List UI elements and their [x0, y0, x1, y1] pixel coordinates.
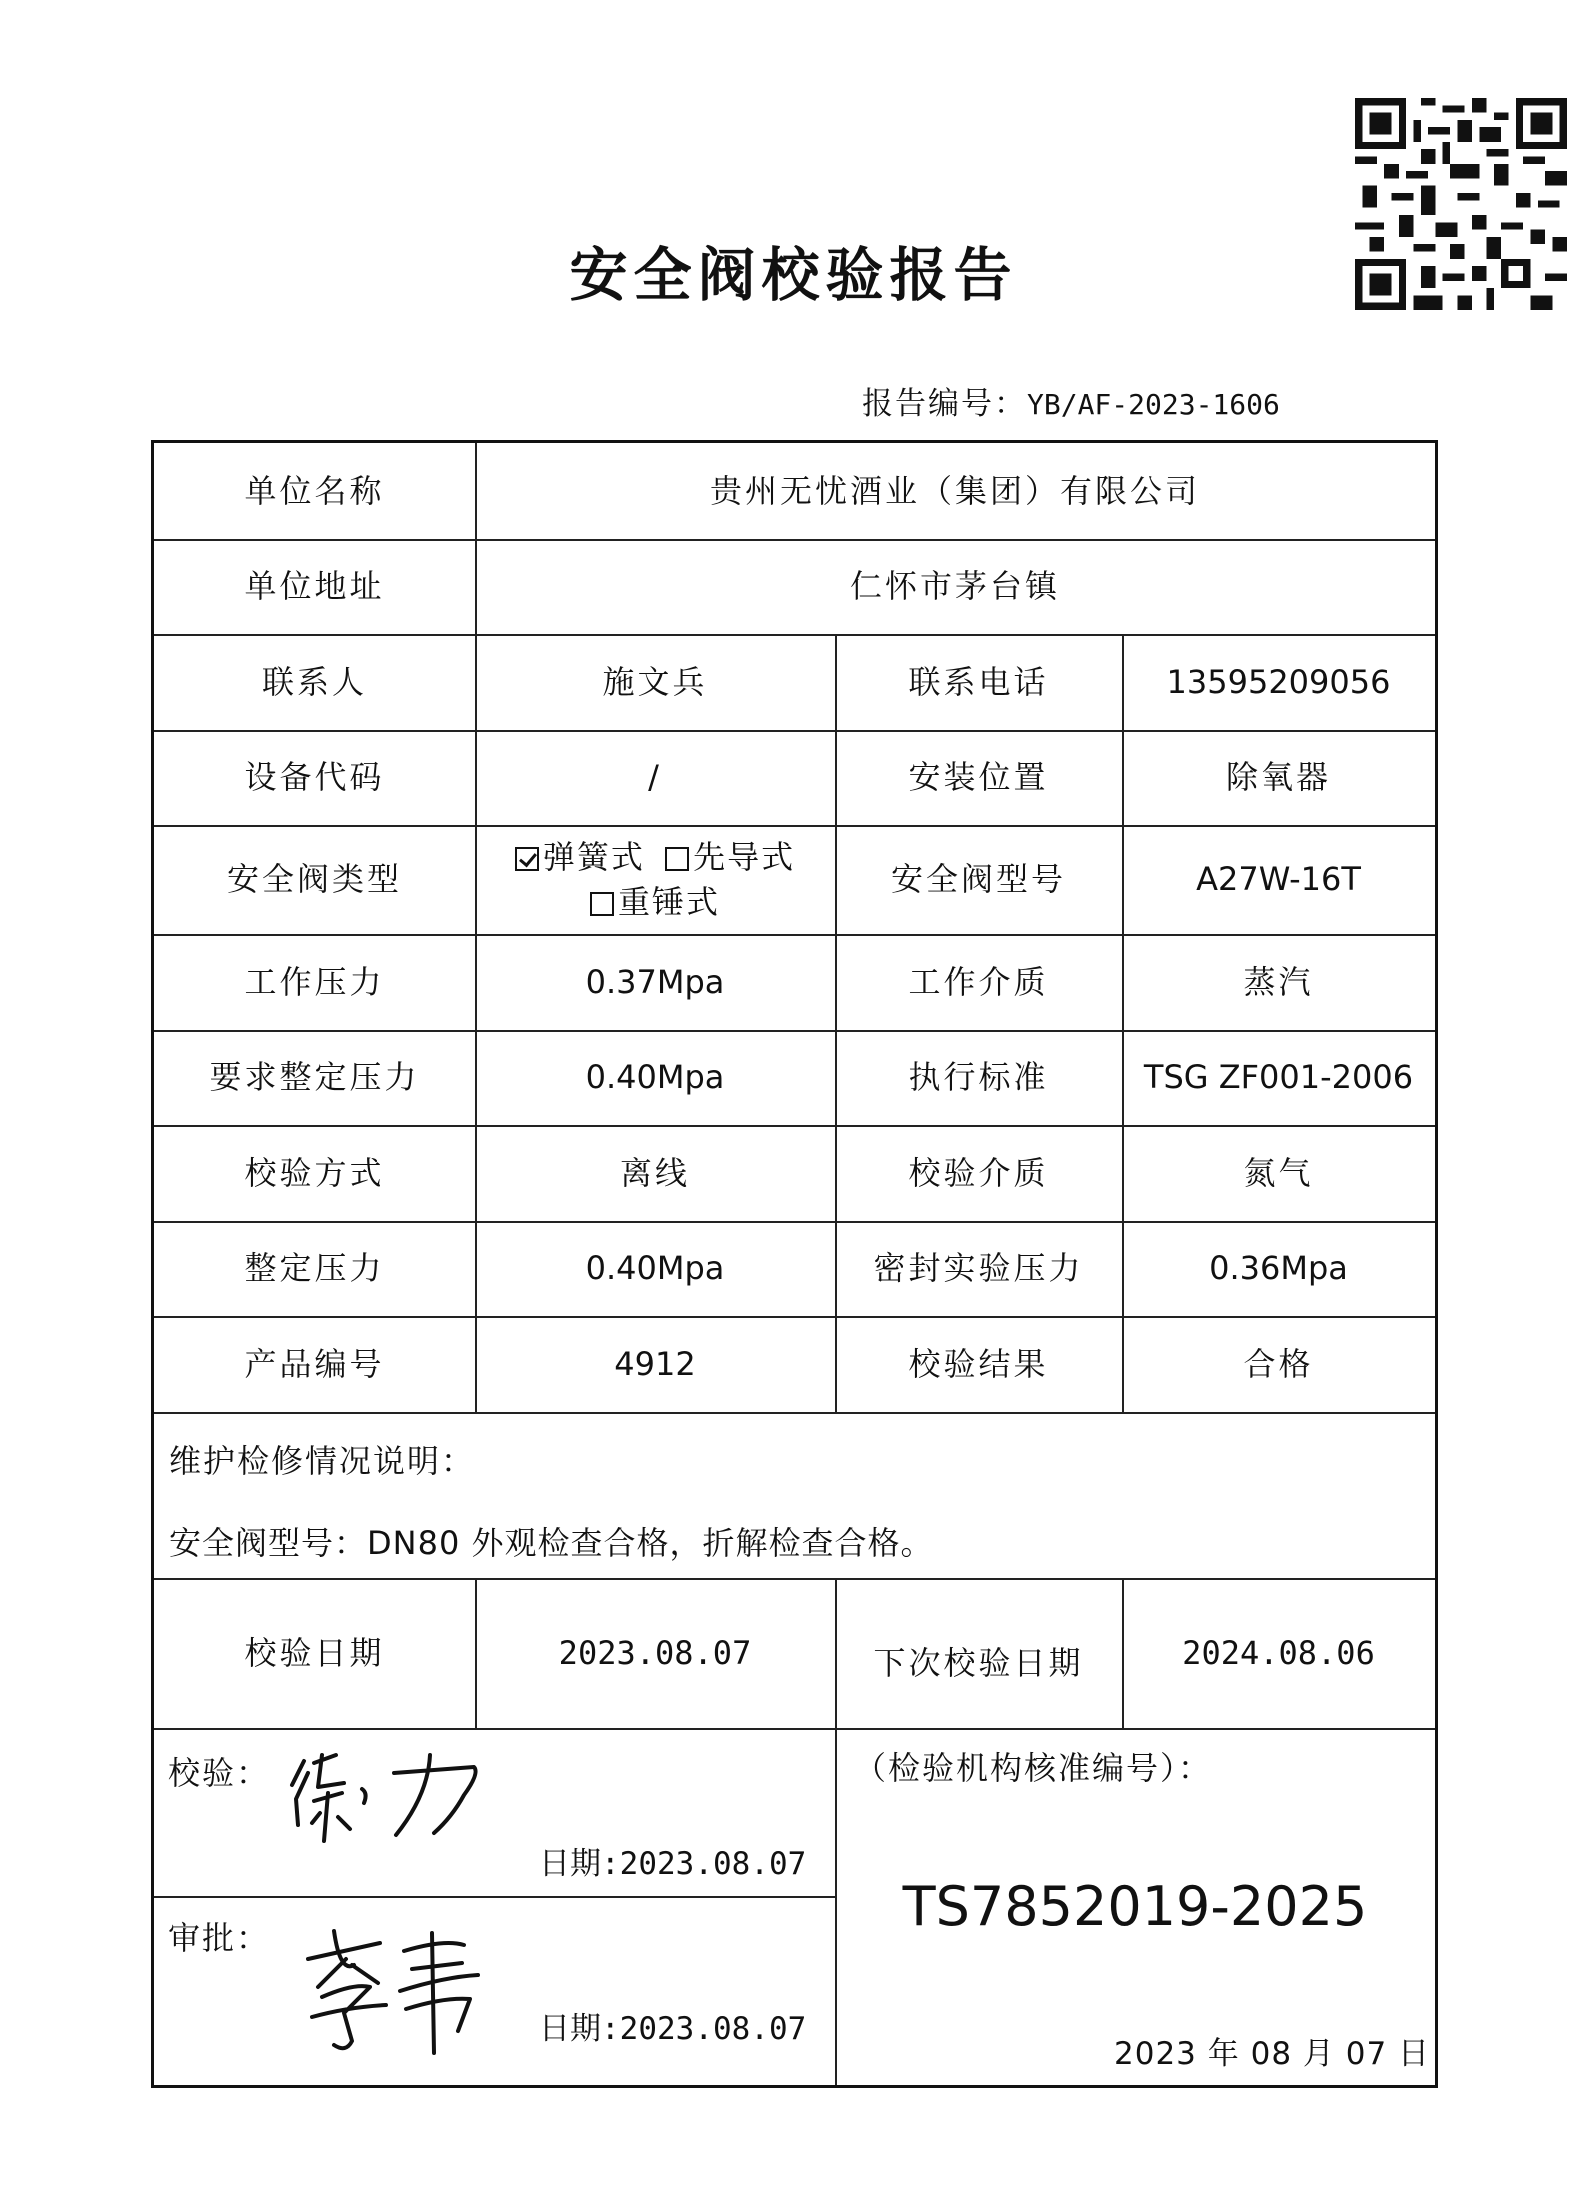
report-table	[151, 440, 1438, 2088]
set-pressure-label: 整定压力	[244, 1249, 385, 1288]
standard-value: TSG ZF001-2006	[1143, 1058, 1414, 1097]
valve-type-option-spring: 弹簧式	[542, 837, 645, 876]
contact-label: 联系人	[261, 662, 367, 701]
unit-name-value: 贵州无忧酒业（集团）有限公司	[709, 471, 1200, 510]
product-number-value: 4912	[614, 1344, 696, 1383]
test-method-value: 离线	[619, 1153, 690, 1192]
test-result-value: 合格	[1243, 1344, 1314, 1383]
work-medium-value: 蒸汽	[1243, 962, 1314, 1001]
valve-model-value: A27W-16T	[1196, 860, 1361, 899]
checker-signature	[284, 1733, 494, 1853]
valve-type-option-pilot: 先导式	[693, 837, 796, 876]
required-set-pressure-label: 要求整定压力	[209, 1058, 420, 1097]
agency-date: 2023 年 08 月 07 日	[1114, 2036, 1431, 2072]
seal-pressure-label: 密封实验压力	[873, 1249, 1084, 1288]
install-position-label: 安装位置	[908, 758, 1049, 797]
qr-code-icon	[1355, 98, 1567, 310]
checkbox-icon[interactable]	[590, 892, 614, 916]
approver-signature	[294, 1913, 504, 2063]
checkbox-icon[interactable]	[515, 847, 539, 871]
report-title: 安全阀校验报告	[569, 241, 1018, 309]
next-test-date-value: 2024.08.06	[1182, 1633, 1375, 1672]
required-set-pressure-value: 0.40Mpa	[585, 1058, 725, 1097]
test-medium-value: 氮气	[1243, 1153, 1314, 1192]
unit-name-label: 单位名称	[244, 471, 385, 510]
product-number-label: 产品编号	[244, 1344, 385, 1383]
report-number	[862, 378, 1280, 423]
device-code-value: /	[648, 758, 662, 797]
work-pressure-value: 0.37Mpa	[585, 962, 725, 1001]
standard-label: 执行标准	[908, 1058, 1049, 1097]
valve-type-label: 安全阀类型	[226, 860, 402, 899]
approver-label: 审批：	[168, 1919, 271, 1957]
unit-address-label: 单位地址	[244, 567, 385, 606]
maintenance-text: 安全阀型号：DN80 外观检查合格，折解检查合格。	[169, 1524, 934, 1562]
work-medium-label: 工作介质	[908, 962, 1049, 1001]
test-medium-label: 校验介质	[908, 1153, 1049, 1192]
approver-date: 日期:2023.08.07	[539, 2011, 807, 2047]
agency-code: TS7852019-2025	[902, 1875, 1368, 1938]
test-date-label: 校验日期	[244, 1633, 385, 1672]
agency-label: （检验机构核准编号）：	[854, 1749, 1213, 1787]
phone-value: 13595209056	[1166, 662, 1391, 701]
next-test-date-label: 下次校验日期	[873, 1643, 1084, 1682]
work-pressure-label: 工作压力	[244, 962, 385, 1001]
test-result-label: 校验结果	[908, 1344, 1049, 1383]
test-date-value: 2023.08.07	[558, 1633, 752, 1672]
checker-date: 日期:2023.08.07	[539, 1846, 807, 1882]
valve-type-options	[475, 825, 835, 934]
install-position-value: 除氧器	[1225, 758, 1331, 797]
phone-label: 联系电话	[908, 662, 1049, 701]
seal-pressure-value: 0.36Mpa	[1209, 1249, 1348, 1288]
valve-type-option-weight: 重锤式	[617, 882, 720, 921]
test-method-label: 校验方式	[244, 1153, 385, 1192]
report-number-label: 报告编号：	[862, 386, 1027, 422]
device-code-label: 设备代码	[244, 758, 385, 797]
checker-label: 校验：	[168, 1754, 271, 1792]
checkbox-icon[interactable]	[665, 847, 689, 871]
maintenance-heading: 维护检修情况说明：	[169, 1442, 476, 1480]
unit-address-value: 仁怀市茅台镇	[849, 567, 1060, 606]
set-pressure-value: 0.40Mpa	[585, 1249, 725, 1288]
valve-model-label: 安全阀型号	[890, 860, 1066, 899]
contact-value: 施文兵	[602, 662, 708, 701]
report-number-value: YB/AF-2023-1606	[1027, 388, 1280, 421]
